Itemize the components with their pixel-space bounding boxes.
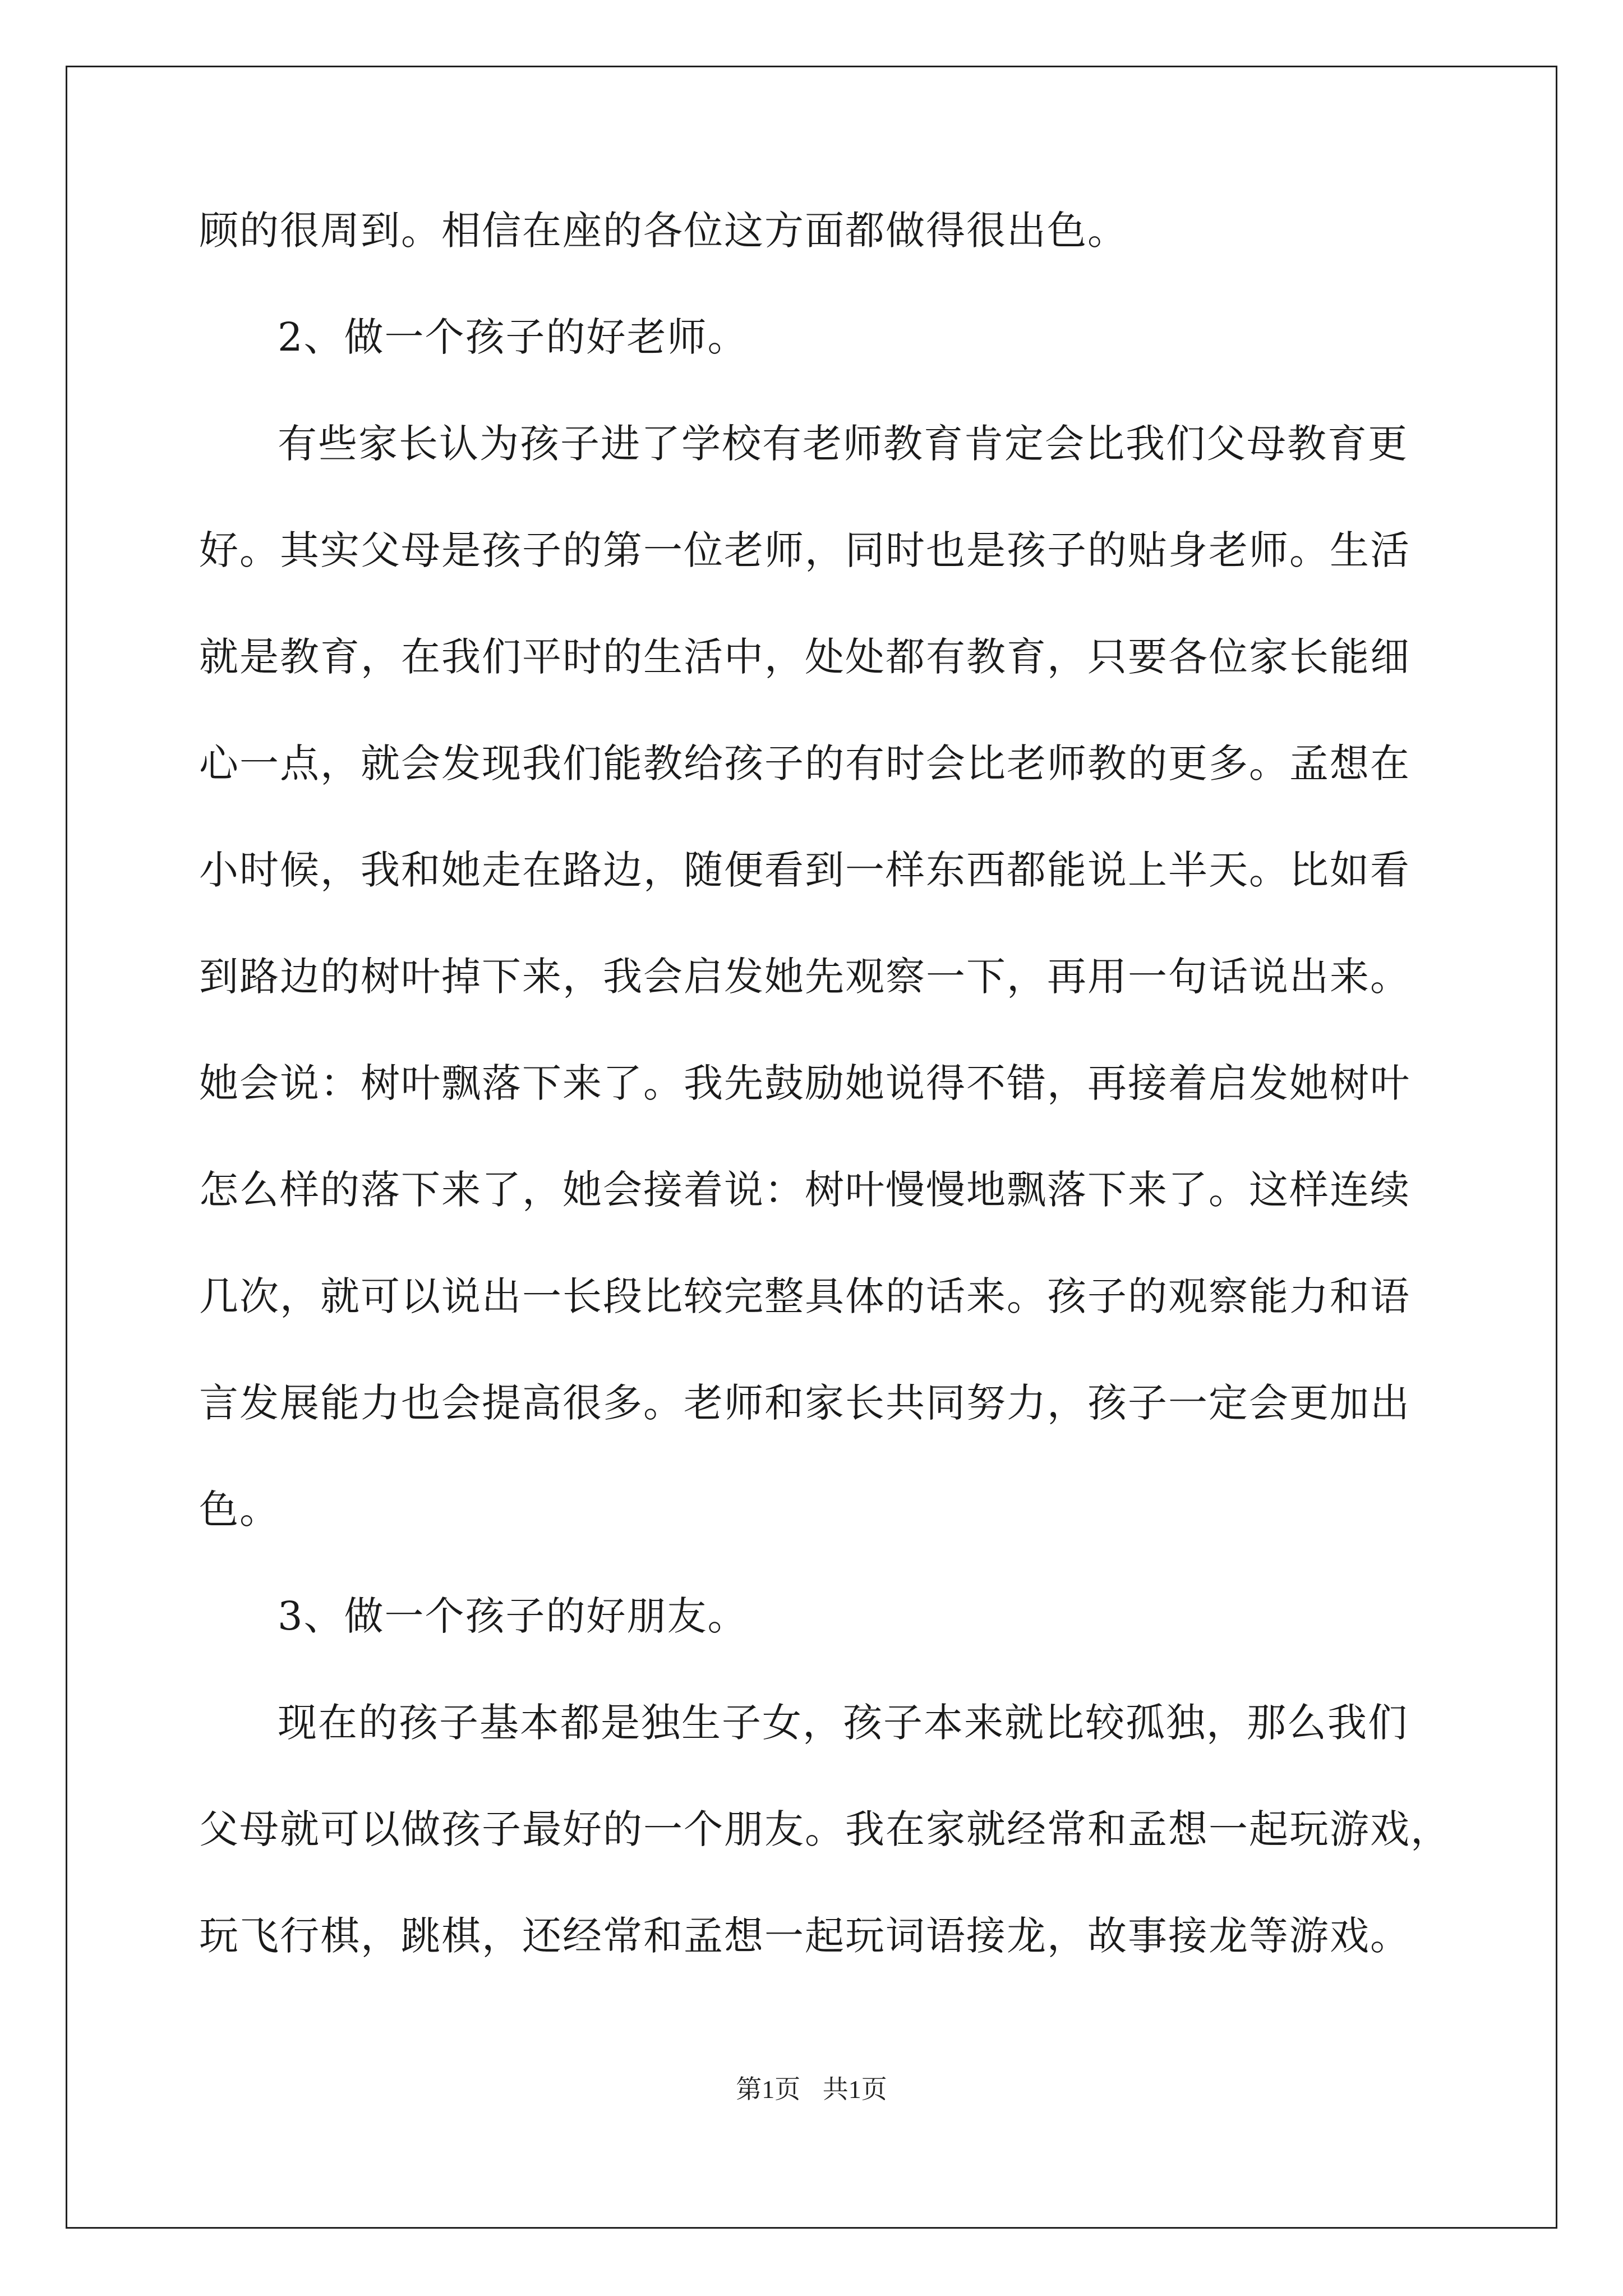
text-line: 小时候，我和她走在路边，随便看到一样东西都能说上半天。比如看 — [199, 847, 1410, 893]
section-heading: 2、做一个孩子的好老师。 — [278, 314, 748, 360]
text-line: 怎么样的落下来了，她会接着说：树叶慢慢地飘落下来了。这样连续 — [199, 1167, 1410, 1213]
total-page-count: 共1页 — [822, 2075, 887, 2104]
text-line: 玩飞行棋，跳棋，还经常和孟想一起玩词语接龙，故事接龙等游戏。 — [199, 1913, 1410, 1959]
text-line: 顾的很周到。相信在座的各位这方面都做得很出色。 — [199, 208, 1128, 254]
text-line: 心一点，就会发现我们能教给孩子的有时会比老师教的更多。孟想在 — [199, 740, 1410, 786]
page-footer — [0, 2076, 1623, 2104]
text-line: 就是教育，在我们平时的生活中，处处都有教育，只要各位家长能细 — [199, 634, 1410, 680]
text-line: 到路边的树叶掉下来，我会启发她先观察一下，再用一句话说出来。 — [199, 954, 1410, 1000]
text-line: 现在的孩子基本都是独生子女，孩子本来就比较孤独，那么我们 — [278, 1700, 1408, 1746]
text-line: 父母就可以做孩子最好的一个朋友。我在家就经常和孟想一起玩游戏， — [199, 1806, 1451, 1852]
section-heading: 3、做一个孩子的好朋友。 — [278, 1593, 748, 1639]
current-page-number: 第1页 — [736, 2075, 801, 2104]
document-body — [199, 208, 1451, 2023]
text-line: 色。 — [199, 1487, 280, 1533]
text-line: 言发展能力也会提高很多。老师和家长共同努力，孩子一定会更加出 — [199, 1380, 1410, 1426]
text-line: 几次，就可以说出一长段比较完整具体的话来。孩子的观察能力和语 — [199, 1273, 1410, 1319]
text-line: 有些家长认为孩子进了学校有老师教育肯定会比我们父母教育更 — [278, 421, 1408, 467]
text-line: 她会说：树叶飘落下来了。我先鼓励她说得不错，再接着启发她树叶 — [199, 1060, 1410, 1106]
text-line: 好。其实父母是孩子的第一位老师，同时也是孩子的贴身老师。生活 — [199, 527, 1410, 573]
